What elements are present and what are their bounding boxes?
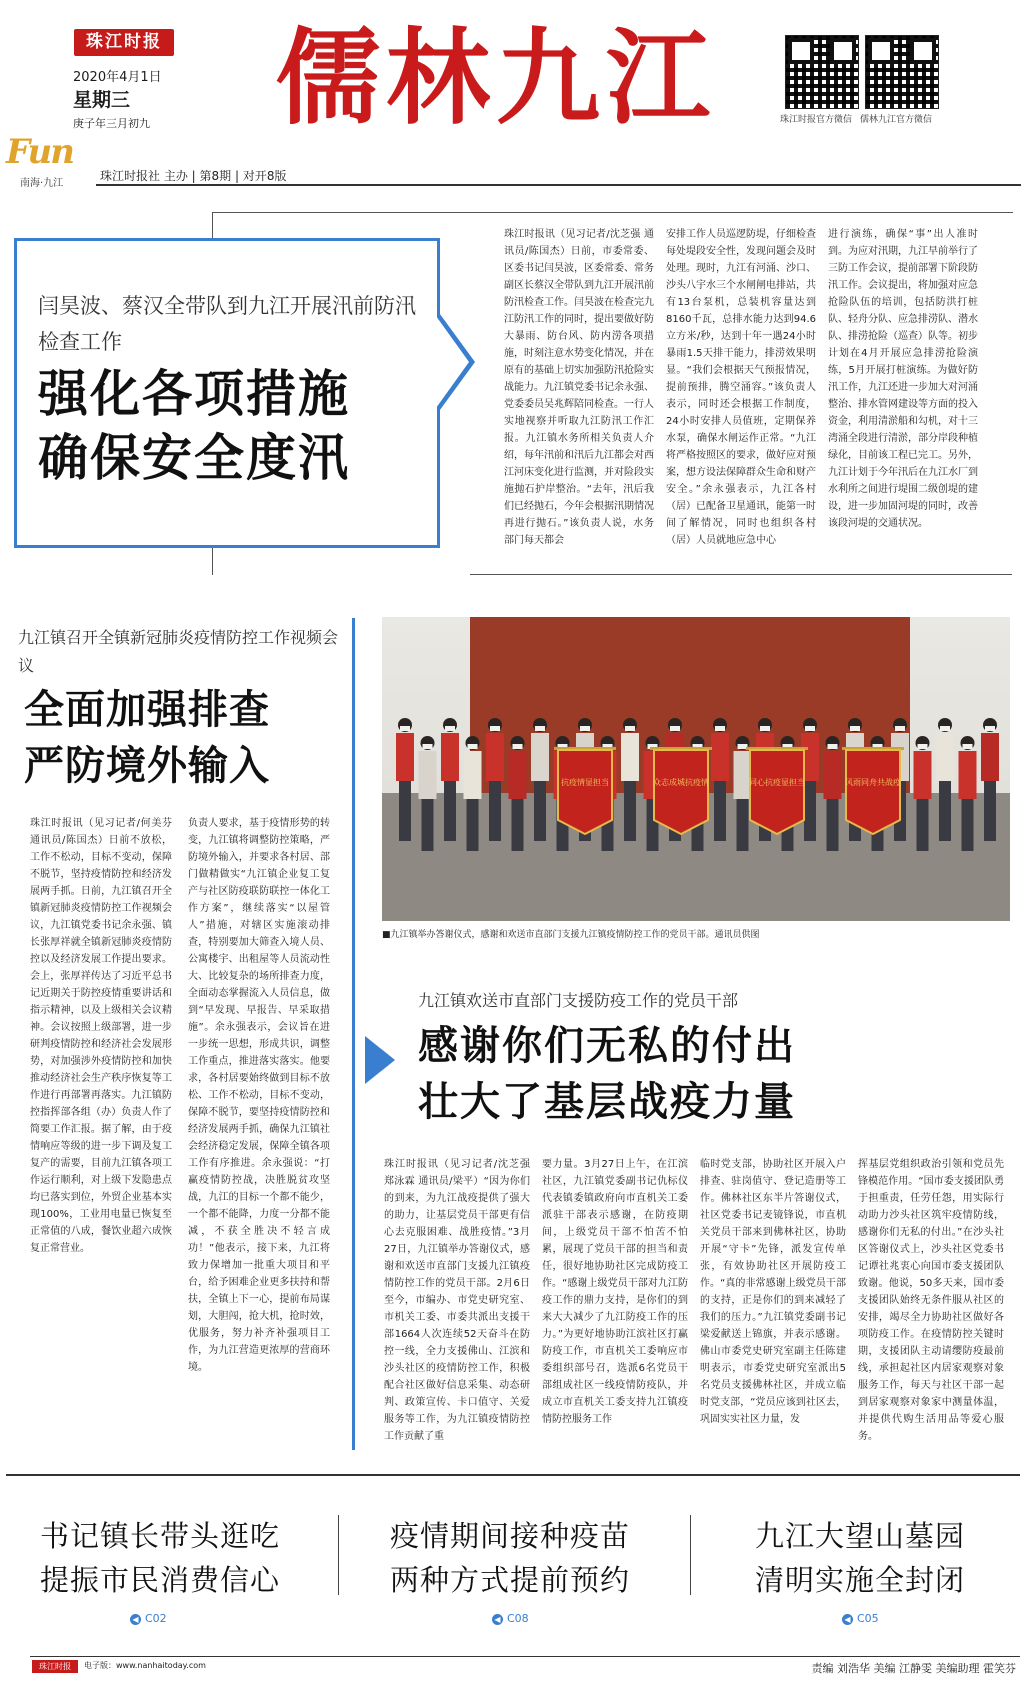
photo-banner xyxy=(842,747,904,834)
teaser-separator xyxy=(690,1515,691,1595)
teaser-headline[interactable]: 九江大望山墓园 清明实施全封闭 xyxy=(754,1519,965,1597)
lead-body-column: 珠江时报讯（见习记者/沈芝强 通讯员/陈国杰）日前，市委常委、区委书记闫昊波，区委常委、常务副区长蔡汉全带队到九江开展汛前防汛检查工作。闫昊波在检查完九江防汛工作的同时，提出要做好防大暴雨、防台风、防内涝各项措施，时刻注意水势变化情况，并在原有的基础上切实加强防汛抢险实战能力。九江镇党委书记余永强、党委委员吴兆辉陪同检查。一行人实地视察并听取九江防汛工作汇报。九江镇水务所相关负责人介绍，每年汛前和汛后九江都会对西江河床变化进行监测，并对险段实施抛石护岸整治。“去年，汛后我们已经抛石，今年会根据汛期情况再进行抛石。”该负责人说，水务部门每天都会 xyxy=(504,229,654,546)
photo-banner-text: 同心抗疫显担当 xyxy=(749,778,805,787)
thanks-kicker[interactable]: 九江镇欢送市直部门支援防疫工作的党员干部 xyxy=(418,991,739,1010)
qr-code-icon[interactable] xyxy=(785,35,859,109)
callout-pointer-inner xyxy=(436,316,469,408)
photo-banner-text: 抗疫情显担当 xyxy=(561,778,609,787)
group-photo-illustration xyxy=(382,617,1010,921)
paper-badge: 珠江时报 xyxy=(74,29,174,56)
qr-code-icon[interactable] xyxy=(865,35,939,109)
thanks-headline[interactable]: 感谢你们无私的付出 壮大了基层战疫力量 xyxy=(418,1022,796,1125)
lead-headline[interactable]: 强化各项措施 确保安全度汛 xyxy=(38,364,350,487)
masthead-title: 儒林九江 xyxy=(276,16,717,139)
photo-banner-text: 风雨同舟共战疫 xyxy=(845,778,901,787)
issue-meta: 珠江时报社 主办 | 第8期 | 对开8版 xyxy=(100,169,287,183)
qr-caption: 珠江时报官方微信 xyxy=(780,115,853,125)
footer-credits: 责编 刘浩华 美编 江静雯 美编助理 霍笑芬 xyxy=(811,1662,1016,1675)
masthead-divider xyxy=(96,184,1021,186)
footer-divider xyxy=(30,1656,1020,1657)
issue-lunar-date: 庚子年三月初九 xyxy=(73,117,150,130)
thanks-body-column: 要力量。3月27日上午，在江滨社区，九江镇党委副书记仇标仪代表镇委镇政府向市直机关工委派驻干部表示感谢，在防疫期间，上级党员干部不怕苦不怕累，展现了党员干部的担当和责任，很好地协助社区完成防疫工作。“感谢上级党员干部对九江防疫工作的鼎力支持，是你们的到来大大减少了九江防疫工作的压力。”为更好地协助江滨社区打赢防疫工作，市直机关工委响应市委组织部号召，选派6名党员干部组成社区一线疫情防疫队，并成立市直机关工委支持九江镇疫情防控服务工作 xyxy=(542,1159,688,1425)
teaser-divider xyxy=(6,1474,1020,1476)
teaser-page-link[interactable]: ◀ C08 xyxy=(492,1612,529,1625)
teaser-page-link[interactable]: ◀ C02 xyxy=(130,1612,167,1625)
lead-body-column: 安排工作人员巡逻防堤，仔细检查每处堤段安全性，发现问题会及时处理。现时，九江有河涌、沙口、沙头八宇水三个水闸闸电排站，共有13台泵机，总装机容量达到8160千瓦，总排水能力达到94.6立方米/秒，达到十年一遇24小时暴雨1.5天排干能力，排涝效果明显。“我们会根据天气预报情况，提前预排，腾空涌容。”该负责人表示，同时还会根据工作制度，24小时安排人员值班，定期保养水泵，确保水闸运作正常。“九江将严格按照区的要求，做好应对预案，想方设法保障群众生命和财产安全。”余永强表示，九江各村（居）已配备卫星通讯，能第一时间了解情况，同时也组织各村（居）人员就地应急中心 xyxy=(666,229,816,546)
epidemic-body-column: 珠江时报讯（见习记者/何美芬 通讯员/陈国杰）日前不放松，工作不松动，目标不变动，保障不脱节，坚持疫情防控和经济发展两手抓。日前，九江镇召开全镇新冠肺炎疫情防控工作视频会议，九江镇党委书记余永强、镇长张厚祥就全镇新冠肺炎疫情防控以及经济发展工作提出要求。会上，张厚祥传达了习近平总书记近期关于防控疫情重要讲话和指示精神，以及上级相关会议精神。会议按照上级部署，进一步研判疫情防控和经济社会发展形势，对加强涉外疫情防控和加快推动经济社会生产秩序恢复等工作进行再部署再落实。九江镇防控指挥部各组（办）负责人作了简要工作汇报。据了解，由于疫情响应等级的进一步下调及复工复产的需要，目前九江镇各项工作运行顺利，对上级下发隐患点均已落实到位，外贸企业基本实现100%，工业用电量已恢复至正常值的八成，餐饮业超六成恢复正常营业。 xyxy=(30,818,172,1254)
photo-banner xyxy=(554,747,616,834)
footer-badge: 珠江时报 xyxy=(32,1660,78,1673)
lead-kicker[interactable]: 闫昊波、蔡汉全带队到九江开展汛前防汛检查工作 xyxy=(38,294,416,354)
page-ref-icon: ◀ xyxy=(130,1614,141,1625)
photo-banner xyxy=(650,747,712,834)
footer-website[interactable]: 电子版：www.nanhaitoday.com xyxy=(84,1661,206,1670)
fun-logo: Fun xyxy=(6,132,73,172)
epidemic-body-column: 负责人要求，基于疫情形势的转变，九江镇将调整防控策略，严防境外输入，并要求各村居、部门做精做实“九江镇企业复工复产与社区防疫联防联控一体化工作方案”，继续落实“以屋管人”措施，对辖区实施滚动排查，特别要加大筛查入境人员、公寓楼宇、出租屋等人员流动性大、比较复杂的场所排查力度，全面动态掌握流入人员信息，做到“早发现、早报告、早采取措施”。余永强表示，会议旨在进一步统一思想，形成共识，调整工作重点，推进落实落实。他要求，各村居要始终做到目标不放松、工作不松动，目标不变动，保障不脱节，要坚持疫情防控和经济发展两手抓，确保九江镇社会经济稳定发展，保障全镇各项工作有序推进。余永强说：“打赢疫情防控战，决胜脱贫攻坚战，九江的目标一个都不能少，一个都不能降，力度一分都不能减，不获全胜决不轻言成功！”他表示，接下来，九江将致力保增加一批重大项目和平台，给予困难企业更多扶持和帮扶，全镇上下一心，提前布局谋划，大胆闯，抢大机，抢时效，优服务，努力补齐补强项目工作，为九江营造更浓厚的营商环境。 xyxy=(188,818,330,1373)
thanks-body-column: 挥基层党组织政治引领和党员先锋模范作用。“国市委支援团队勇于担重责，任劳任怨，用实际行动助力沙头社区筑牢疫情防线，感谢你们无私的付出。”在沙头社区答谢仪式上，沙头社区党委书记谭社兆衷心向国市委支援团队致谢。他说，50多天来，国市委支援团队始终无条件服从社区的安排，竭尽全力协助社区做好各项防疫工作。在疫情防控关键时期，支援团队主动请缨防疫最前线，承担起社区内居家观察对象服务工作，每天与社区干部一起到居家观察对象家中测量体温，并提供代购生活用品等爱心服务。 xyxy=(858,1159,1004,1442)
fun-logo-subtitle: 南海·九江 xyxy=(20,178,64,189)
group-photo[interactable] xyxy=(382,617,1010,921)
page-ref-icon: ◀ xyxy=(842,1614,853,1625)
epidemic-headline[interactable]: 全面加强排查 严防境外输入 xyxy=(24,686,270,789)
teaser-separator xyxy=(338,1515,339,1595)
photo-banner xyxy=(746,747,808,834)
teaser-headline[interactable]: 疫情期间接种疫苗 两种方式提前预约 xyxy=(389,1519,630,1597)
teaser-page-link[interactable]: ◀ C05 xyxy=(842,1612,879,1625)
issue-weekday: 星期三 xyxy=(73,89,131,111)
lead-body-column: 进行演练，确保“事”出人准时到。为应对汛期，九江早前举行了三防工作会议，提前部署下阶段防汛工作。会议提出，将加强对应急抢险队伍的培训，包括防洪打桩队、轻舟分队、应急排涝队、潜水队、排涝抢险（巡查）队等。初步计划在4月开展应急排涝抢险演练，5月开展打桩演练。为做好防汛工作，九江还进一步加大对河涌整治、排水管网建设等方面的投入资金，利用清淤船和勾机，对十三湾涌全段进行清淤，部分岸段种植绿化，目前该工程已完工。另外，九江计划于今年汛后在九江水厂到水利所之间进行堤围二级创堤的建设，进一步加固河堤的同时，改善该段河堤的交通状况。 xyxy=(828,229,978,529)
arrow-right-icon xyxy=(365,1036,395,1084)
section-divider-blue xyxy=(352,618,355,1450)
thanks-body-column: 珠江时报讯（见习记者/沈芝强 郑泳霖 通讯员/梁平）“因为你们的到来，为九江战疫提供了强大的助力，让基层党员干部更有信心去克服困难、战胜疫情。”3月27日，九江镇举办答谢仪式，感谢和欢送市直部门支援九江镇疫情防控工作的党员干部。2月6日至今，市编办、市党史研究室、市机关工委、市委共派出支援干部1664人次连续52天奋斗在防控一线，全力支援佛山、江滨和沙头社区的疫情防控工作，积极配合社区做好信息采集、动态研判、政策宣传、卡口值守、关爱服务等工作，为九江镇疫情防控工作贡献了重 xyxy=(384,1159,530,1442)
photo-banner-text: 众志成城抗疫情 xyxy=(653,778,709,787)
issue-date: 2020年4月1日 xyxy=(73,70,162,85)
qr-caption: 儒林九江官方微信 xyxy=(860,115,933,125)
page-ref-icon: ◀ xyxy=(492,1614,503,1625)
teaser-headline[interactable]: 书记镇长带头逛吃 提振市民消费信心 xyxy=(39,1519,280,1597)
photo-caption: ■九江镇举办答谢仪式，感谢和欢送市直部门支援九江镇疫情防控工作的党员干部。通讯员供图 xyxy=(382,930,760,940)
lead-story-divider xyxy=(470,574,1012,575)
epidemic-kicker[interactable]: 九江镇召开全镇新冠肺炎疫情防控工作视频会议 xyxy=(18,628,339,675)
thanks-body-column: 临时党支部，协助社区开展入户排查、驻岗值守、登记造册等工作。佛林社区东半片答谢仪式，社区党委书记麦镜锋说，市直机关党员干部来到佛林社区，协助开展“守卡”先锋，派发宣传单张，有效协助社区开展防疫工作。“真的非常感谢上级党员干部的支持，正是你们的到来减轻了我们的压力。”九江镇党委副书记梁爱献送上锦旗，并表示感谢。佛山市委党史研究室副主任陈建明表示，市委党史研究室派出5名党员支援佛林社区，并成立临时党支部，“党员应该到社区去，巩固实实社区力量，发 xyxy=(700,1159,846,1425)
